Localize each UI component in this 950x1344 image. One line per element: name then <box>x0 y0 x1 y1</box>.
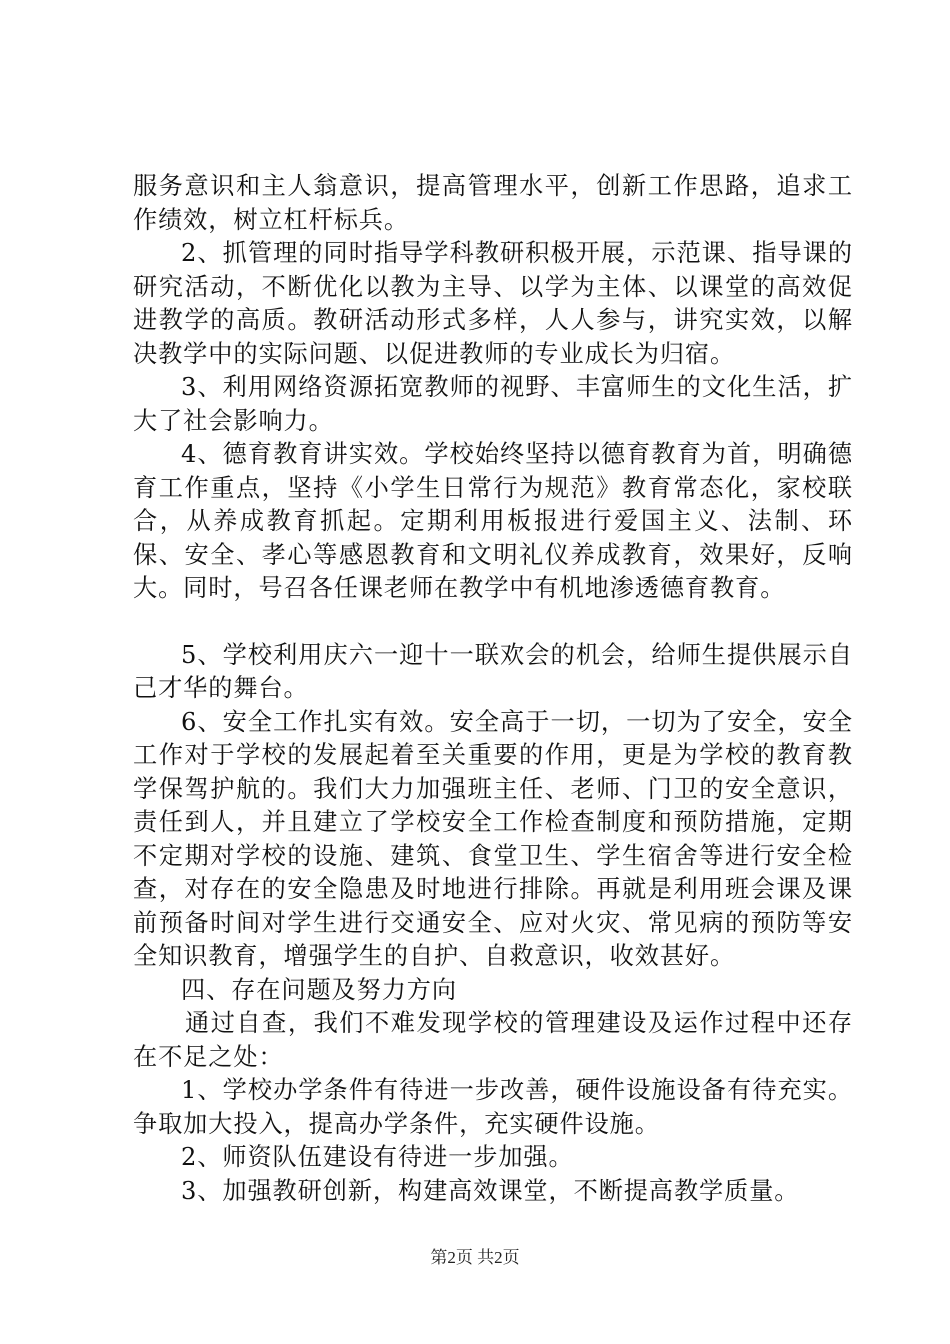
document-body <box>133 170 853 1208</box>
problem-item-3: 3、加强教研创新，构建高效课堂，不断提高教学质量。 <box>181 1176 800 1205</box>
paragraph-intro: 通过自查，我们不难发现学校的管理建设及运作过程中还存在不足之处： <box>133 1009 853 1071</box>
problem-item-1: 1、学校办学条件有待进一步改善，硬件设施设备有待充实。争取加大投入，提高办学条件，充实硬件设施。 <box>133 1076 853 1138</box>
paragraph-item-4: 4、德育教育讲实效。学校始终坚持以德育教育为首，明确德育工作重点，坚持《小学生日常行为规范》教育常态化，家校联合，从养成教育抓起。定期利用板报进行爱国主义、法制、环保、安全、孝心等感恩教育和文明礼仪养成教育，效果好，反响大。同时，号召各任课老师在教学中有机地渗透德育教育。 <box>133 440 853 602</box>
paragraph-continuation: 服务意识和主人翁意识，提高管理水平，创新工作思路，追求工作绩效，树立杠杆标兵。 <box>133 172 853 234</box>
problem-item-2: 2、师资队伍建设有待进一步加强。 <box>181 1143 574 1171</box>
paragraph-item-6: 6、安全工作扎实有效。安全高于一切，一切为了安全，安全工作对于学校的发展起着至关重要的作用，更是为学校的教育教学保驾护航的。我们大力加强班主任、老师、门卫的安全意识，责任到人，并且建立了学校安全工作检查制度和预防措施，定期不定期对学校的设施、建筑、食堂卫生、学生宿舍等进行安全检查，对存在的安全隐患及时地进行排除。再就是利用班会课及课前预备时间对学生进行交通安全、应对火灾、常见病的预防等安全知识教育，增强学生的自护、自救意识，收效甚好。 <box>133 707 853 970</box>
section-heading: 四、存在问题及努力方向 <box>181 975 457 1004</box>
paragraph-item-2: 2、抓管理的同时指导学科教研积极开展，示范课、指导课的研究活动，不断优化以教为主导、以学为主体、以课堂的高效促进教学的高质。教研活动形式多样，人人参与，讲究实效，以解决教学中的实际问题、以促进教师的专业成长为归宿。 <box>133 239 853 368</box>
page-footer: 第2页 共2页 <box>430 1248 520 1267</box>
paragraph-item-3: 3、利用网络资源拓宽教师的视野、丰富师生的文化生活，扩大了社会影响力。 <box>133 373 853 435</box>
paragraph-item-5: 5、学校利用庆六一迎十一联欢会的机会，给师生提供展示自己才华的舞台。 <box>133 640 853 702</box>
